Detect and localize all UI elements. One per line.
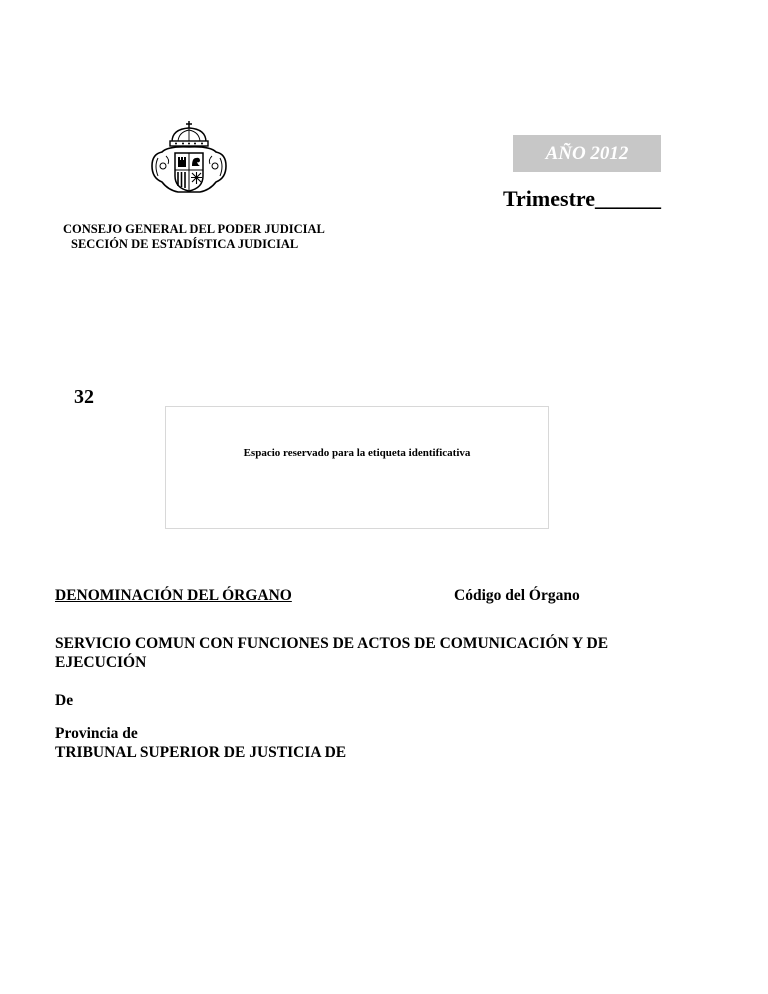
organization-section: SECCIÓN DE ESTADÍSTICA JUDICIAL [71,237,299,251]
organization-name: CONSEJO GENERAL DEL PODER JUDICIAL [63,222,325,236]
tribunal-label: TRIBUNAL SUPERIOR DE JUSTICIA DE [55,744,347,761]
servicio-title: SERVICIO COMUN CON FUNCIONES DE ACTOS DE COMUNICACIÓN Y DE EJECUCIÓN [55,635,609,671]
provincia-label: Provincia de [55,725,138,742]
coat-of-arms-icon [148,120,230,200]
year-badge [513,135,661,172]
form-number: 32 [74,386,94,408]
codigo-label: Código del Órgano [454,587,580,604]
identification-label-box [165,406,549,529]
trimestre-field: Trimestre______ [503,186,662,211]
denominacion-label: DENOMINACIÓN DEL ÓRGANO [55,587,292,604]
label-box-text: Espacio reservado para la etiqueta identificativa [243,447,471,459]
de-label: De [55,692,74,709]
year-label: AÑO 2012 [545,142,629,164]
